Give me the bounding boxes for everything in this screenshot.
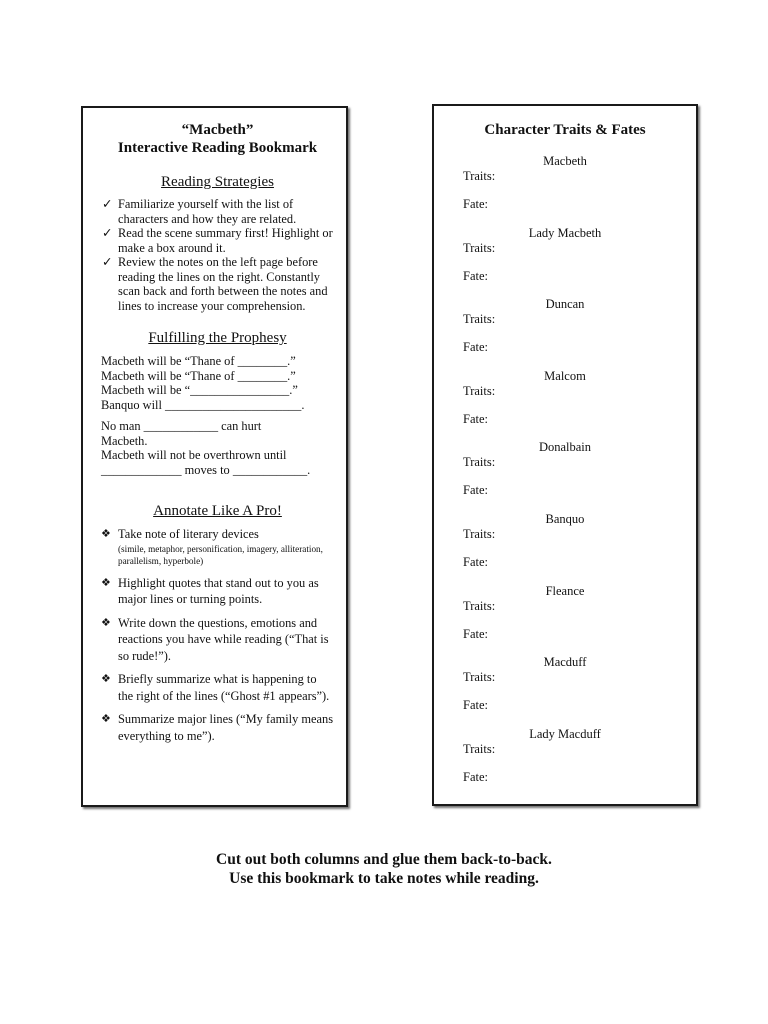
fate-label: Fate: [463,268,488,283]
reading-bookmark-panel [81,106,348,807]
traits-label: Traits: [463,240,496,255]
character-name: Lady Macbeth [528,225,602,240]
traits-label: Traits: [463,383,496,398]
traits-label: Traits: [463,169,496,183]
character-traits-title: Character Traits & Fates [484,122,646,138]
traits-label: Traits: [463,670,496,685]
fate-label: Fate: [463,555,488,569]
strategy-item: ✓ Review the notes on the left page before reading the lines on the right. Constantly scan back and forth between the notes and lines to increase your comprehension. [102,255,328,313]
title-line-2: Interactive Reading Bookmark [117,140,318,156]
character-name: Macduff [543,655,587,670]
fate-label: Fate: [463,483,488,498]
character-entry [434,655,696,727]
fate-label: Fate: [463,340,488,355]
reading-strategies-heading: Reading Strategies [161,174,274,190]
diamond-bullet-icon: ❖ [101,528,111,540]
character-entry [434,512,696,584]
diamond-bullet-icon: ❖ [101,673,111,685]
character-entry [434,154,696,226]
prophesy-heading: Fulfilling the Prophesy [148,330,287,346]
diamond-bullet-icon: ❖ [101,713,111,725]
diamond-bullet-icon: ❖ [101,576,111,589]
title-line-1: “Macbeth” [181,122,254,138]
annotate-item: ❖ Take note of literary devices (simile, metaphor, personification, imagery, alliteration, parallelism, hyperbole) [101,526,334,568]
traits-label: Traits: [463,598,496,613]
annotate-item: ❖ Summarize major lines (“My family means everything to me”). [101,712,334,743]
annotate-item: ❖ Briefly summarize what is happening to the right of the lines (“Ghost #1 appears”). [101,672,330,703]
character-entry [434,727,696,799]
traits-label: Traits: [463,741,496,756]
bookmark-title [101,121,334,157]
character-entry [434,584,696,656]
fate-label: Fate: [463,626,488,641]
character-name: Fleance [545,583,585,598]
strategy-item: ✓ Familiarize yourself with the list of characters and how they are related. [102,197,297,226]
prophesy-blanks: Macbeth will be “Thane of ________.” Macbeth will be “Thane of ________.” Macbeth will be “________________.” Banquo will ______________________. [101,354,305,412]
fate-label: Fate: [463,698,488,713]
check-icon: ✓ [102,255,113,269]
annotate-heading: Annotate Like A Pro! [153,503,282,519]
literary-devices-list: (simile, metaphor, personification, imagery, alliteration, parallelism, hyperbole) [118,543,323,566]
character-entry [434,297,696,369]
traits-label: Traits: [463,455,496,470]
character-name: Macbeth [543,154,587,168]
character-entry [434,440,696,512]
character-entry [434,226,696,298]
footer-line-1: Cut out both columns and glue them back-to-back. [216,851,552,868]
character-name: Duncan [545,297,585,312]
annotate-list [101,526,334,744]
annotate-item: ❖ Highlight quotes that stand out to you as major lines or turning points. [101,575,319,606]
fate-label: Fate: [463,411,488,426]
character-name: Donalbain [538,440,592,455]
annotate-item: ❖ Write down the questions, emotions and reactions you have while reading (“That is so rude!”). [101,615,329,663]
character-traits-panel [432,104,698,806]
prophesy-blanks-2: No man ____________ can hurt Macbeth. Macbeth will not be overthrown until _____________ moves to ____________. [101,419,311,477]
character-name: Malcom [544,368,586,383]
check-icon: ✓ [102,197,113,211]
character-name: Banquo [545,512,585,526]
fate-label: Fate: [463,197,488,211]
fate-label: Fate: [463,769,488,784]
diamond-bullet-icon: ❖ [101,616,111,629]
character-name: Lady Macduff [529,726,601,741]
instructions-footer [0,850,768,888]
footer-line-2: Use this bookmark to take notes while reading. [229,870,539,887]
check-icon: ✓ [102,226,113,240]
traits-label: Traits: [463,312,496,327]
traits-label: Traits: [463,527,496,541]
character-entry [434,369,696,441]
strategy-item: ✓ Read the scene summary first! Highlight or make a box around it. [102,226,333,255]
strategies-list [101,197,334,313]
